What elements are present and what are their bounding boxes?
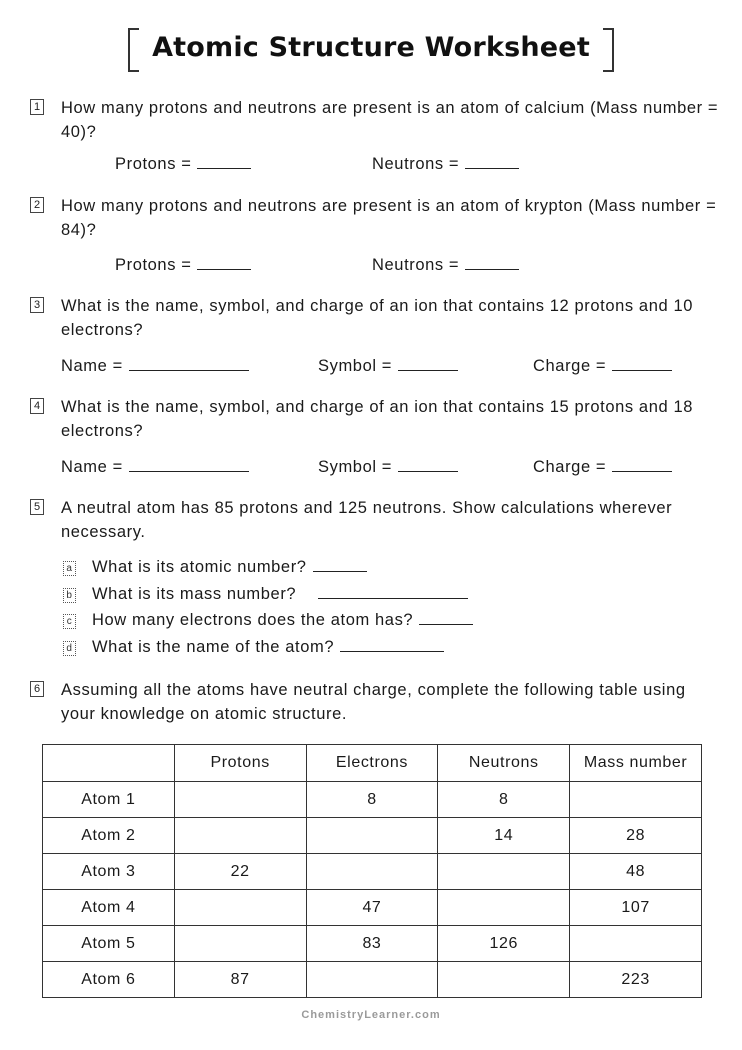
answer-neutrons: Neutrons = — [372, 153, 519, 174]
table-cell: 47 — [306, 890, 438, 926]
table-row — [43, 926, 702, 962]
table-cell[interactable] — [174, 890, 306, 926]
answer-blank[interactable] — [129, 456, 249, 472]
table-cell: 83 — [306, 926, 438, 962]
table-cell[interactable] — [438, 962, 570, 998]
subquestion-letter: c — [63, 614, 76, 629]
table-cell: Atom 6 — [43, 962, 175, 998]
answer-blank[interactable] — [398, 355, 458, 371]
table-row — [43, 962, 702, 998]
answer-symbol: Symbol = — [318, 355, 458, 376]
worksheet-title-text: Atomic Structure Worksheet — [152, 32, 590, 63]
answer-blank[interactable] — [419, 609, 473, 625]
table-cell[interactable] — [438, 890, 570, 926]
table-row — [43, 782, 702, 818]
subquestion-letter: d — [63, 641, 76, 656]
question-5 — [30, 496, 720, 544]
question-number: 3 — [30, 297, 44, 313]
question-text: A neutral atom has 85 protons and 125 neutrons. Show calculations wherever necessary. — [61, 499, 673, 541]
table-cell: Atom 2 — [43, 818, 175, 854]
table-cell: 126 — [438, 926, 570, 962]
table-cell[interactable] — [306, 962, 438, 998]
answer-protons: Protons = — [115, 153, 251, 174]
table-cell[interactable] — [570, 926, 702, 962]
answer-symbol: Symbol = — [318, 456, 458, 477]
table-cell: 223 — [570, 962, 702, 998]
table-cell: Atom 5 — [43, 926, 175, 962]
answer-protons: Protons = — [115, 254, 251, 275]
table-row — [43, 818, 702, 854]
question-6 — [30, 678, 720, 726]
table-cell: 14 — [438, 818, 570, 854]
question-text: What is the name, symbol, and charge of an ion that contains 15 protons and 18 electrons? — [61, 398, 693, 440]
table-cell: Atom 3 — [43, 854, 175, 890]
table-header-cell: Protons — [174, 745, 306, 782]
question-number: 1 — [30, 99, 44, 115]
footer-watermark: ChemistryLearner.com — [301, 1009, 441, 1021]
question-1 — [30, 96, 720, 144]
worksheet-title — [128, 28, 614, 67]
answer-blank[interactable] — [398, 456, 458, 472]
question-3 — [30, 294, 720, 342]
question-text: How many protons and neutrons are present is an atom of krypton (Mass number = 84)? — [61, 197, 717, 239]
table-cell[interactable] — [174, 782, 306, 818]
answer-blank[interactable] — [465, 254, 519, 270]
table-row — [43, 854, 702, 890]
table-cell: 28 — [570, 818, 702, 854]
subquestion-b: b What is its mass number? — [63, 583, 468, 604]
table-cell[interactable] — [306, 818, 438, 854]
table-cell: 107 — [570, 890, 702, 926]
answer-name: Name = — [61, 456, 249, 477]
subquestion-c: c How many electrons does the atom has? — [63, 609, 473, 630]
table-row — [43, 890, 702, 926]
question-text: Assuming all the atoms have neutral charge, complete the following table using your knowledge on atomic structure. — [61, 681, 686, 723]
atom-table — [42, 744, 702, 998]
subquestion-a: a What is its atomic number? — [63, 556, 367, 577]
table-header-cell: Mass number — [570, 745, 702, 782]
table-cell: 87 — [174, 962, 306, 998]
answer-charge: Charge = — [533, 456, 672, 477]
question-text: How many protons and neutrons are present is an atom of calcium (Mass number = 40)? — [61, 99, 719, 141]
table-cell[interactable] — [174, 818, 306, 854]
table-header-cell — [43, 745, 175, 782]
answer-blank[interactable] — [612, 355, 672, 371]
table-cell: 48 — [570, 854, 702, 890]
subquestion-letter: b — [63, 588, 76, 603]
question-number: 6 — [30, 681, 44, 697]
question-number: 2 — [30, 197, 44, 213]
answer-name: Name = — [61, 355, 249, 376]
table-cell[interactable] — [570, 782, 702, 818]
answer-neutrons: Neutrons = — [372, 254, 519, 275]
answer-blank[interactable] — [129, 355, 249, 371]
question-2 — [30, 194, 720, 242]
table-header-row — [43, 745, 702, 782]
table-cell: 22 — [174, 854, 306, 890]
answer-charge: Charge = — [533, 355, 672, 376]
subquestion-d: d What is the name of the atom? — [63, 636, 444, 657]
table-cell: 8 — [306, 782, 438, 818]
table-cell[interactable] — [174, 926, 306, 962]
table-cell[interactable] — [306, 854, 438, 890]
table-cell: Atom 4 — [43, 890, 175, 926]
table-header-cell: Electrons — [306, 745, 438, 782]
answer-blank[interactable] — [313, 556, 367, 572]
question-text: What is the name, symbol, and charge of an ion that contains 12 protons and 10 electrons? — [61, 297, 693, 339]
title-left-bracket — [128, 28, 139, 72]
answer-blank[interactable] — [465, 153, 519, 169]
answer-blank[interactable] — [340, 636, 444, 652]
table-cell[interactable] — [438, 854, 570, 890]
table-cell: 8 — [438, 782, 570, 818]
answer-blank[interactable] — [197, 153, 251, 169]
subquestion-letter: a — [63, 561, 76, 576]
table-header-cell: Neutrons — [438, 745, 570, 782]
question-number: 5 — [30, 499, 44, 515]
question-4 — [30, 395, 720, 443]
title-right-bracket — [603, 28, 614, 72]
title-area — [0, 28, 742, 67]
answer-blank[interactable] — [612, 456, 672, 472]
answer-blank[interactable] — [197, 254, 251, 270]
answer-blank[interactable] — [318, 583, 468, 599]
question-number: 4 — [30, 398, 44, 414]
table-cell: Atom 1 — [43, 782, 175, 818]
